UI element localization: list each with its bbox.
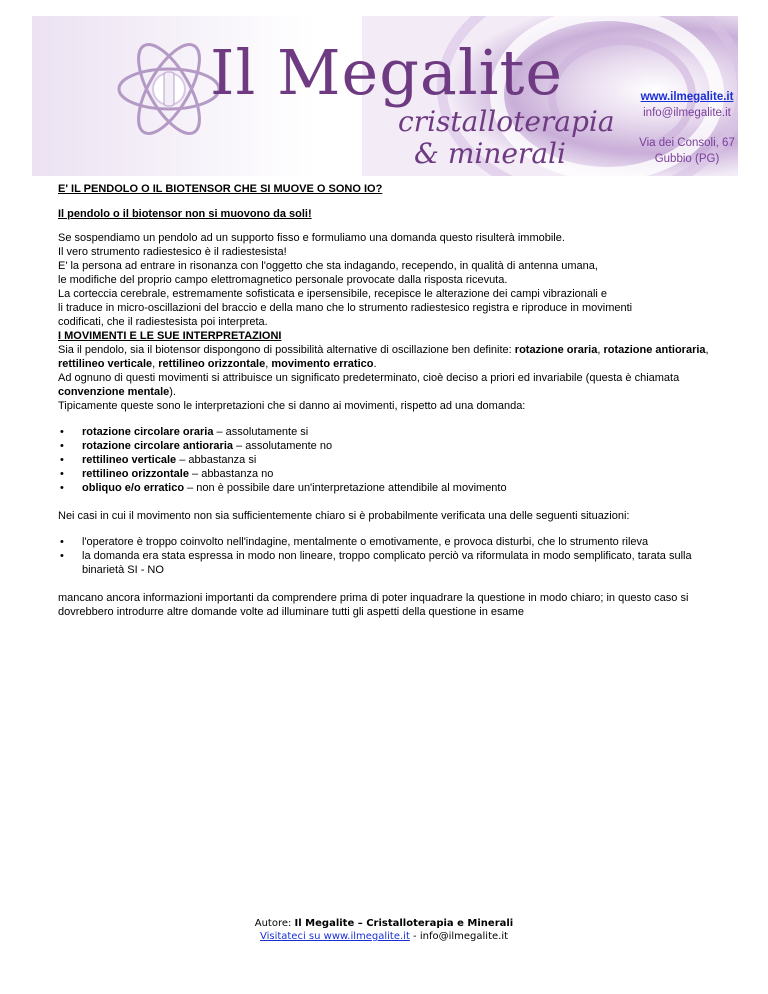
section-title-movements: I MOVIMENTI E LE SUE INTERPRETAZIONI (58, 330, 282, 342)
interpretation-term: rotazione circolare antioraria (82, 440, 233, 452)
intro-line: li traduce in micro-oscillazioni del braccio e della mano che lo strumento radiestesico registra e riproduce in movimenti (58, 302, 633, 314)
footer-email: info@ilmegalite.it (419, 931, 509, 942)
text-span: Sia il pendolo, sia il biotensor dispongono di possibilità alternative di oscillazione ben definite: (58, 344, 515, 356)
interpretation-meaning: – abbastanza si (176, 454, 257, 466)
author-name: Il Megalite – Cristalloterapia e Minerali (294, 918, 514, 929)
intro-line: E' la persona ad entrare in risonanza con l'oggetto che sta indagando, recependo, in qualità di antenna umana, (58, 260, 598, 272)
website-link[interactable]: www.ilmegalite.it (640, 91, 734, 103)
movement-term: rotazione oraria (514, 344, 598, 356)
text-span: , (705, 344, 709, 356)
movement-term: rettilineo orizzontale (158, 358, 266, 370)
convention-term: convenzione mentale (58, 386, 170, 398)
text-span: , (597, 344, 604, 356)
interpretation-term: rotazione circolare oraria (82, 426, 214, 438)
interpretation-meaning: – non è possibile dare un'interpretazione attendibile al movimento (184, 482, 507, 494)
author-label: Autore: (254, 918, 295, 929)
list-item: • la domanda era stata espressa in modo non lineare, troppo complicato perciò va riformulata in modo semplificato, tarata sulla binarietà SI - NO (58, 549, 728, 577)
intro-line: Se sospendiamo un pendolo ad un supporto fisso e formuliamo una domanda questo risulterà immobile. (58, 232, 565, 244)
list-item: • l'operatore è troppo coinvolto nell'indagine, mentalmente o emotivamente, e provoca disturbi, che lo strumento rileva (58, 535, 728, 549)
address-line-2: Gubbio (PG) (654, 153, 720, 165)
brand-subtitle-2: & minerali (414, 137, 566, 170)
text-span: . (373, 358, 377, 370)
convention-paragraph (58, 371, 728, 399)
list-item (58, 439, 728, 453)
text-span: Ad ognuno di questi movimenti si attribuisce un significato predeterminato, cioè deciso a priori ed invariabile (questa è chiamata (58, 372, 680, 384)
brand-subtitle-1: cristalloterapia (398, 105, 615, 138)
interpretation-term: obliquo e/o erratico (82, 482, 185, 494)
list-item (58, 467, 728, 481)
page-footer (0, 917, 768, 943)
footer-separator: - (409, 931, 420, 942)
address-line-1: Via dei Consoli, 67 (639, 137, 735, 149)
footer-author-line (0, 917, 768, 930)
list-item (58, 481, 728, 495)
intro-line: codificati, che il radiestesista poi interpreta. (58, 316, 268, 328)
interpretation-meaning: – assolutamente si (213, 426, 309, 438)
interpretations-intro: Tipicamente queste sono le interpretazioni che si danno ai movimenti, rispetto ad una domanda: (58, 400, 526, 412)
situations-list (58, 535, 728, 577)
intro-line: le modifiche del proprio campo elettromagnetico personale provocate dalla risposta ricevuta. (58, 274, 508, 286)
contact-block (612, 89, 738, 167)
document-body (58, 182, 728, 619)
header-banner (32, 16, 738, 180)
text-span: , (265, 358, 272, 370)
text-span: ). (169, 386, 176, 398)
interpretation-term: rettilineo orizzontale (82, 468, 189, 480)
intro-line: Il vero strumento radiestesico è il radiestesista! (58, 246, 287, 258)
movement-term: rotazione antioraria (603, 344, 706, 356)
brand-title: Il Megalite (210, 36, 564, 109)
movement-term: rettilineo verticale (58, 358, 153, 370)
visit-link[interactable]: Visitateci su www.ilmegalite.it (259, 931, 410, 942)
interpretation-meaning: – abbastanza no (188, 468, 274, 480)
document-title: E' IL PENDOLO O IL BIOTENSOR CHE SI MUOVE O SONO IO? (58, 183, 383, 195)
footer-visit-line (0, 930, 768, 943)
closing-paragraph: mancano ancora informazioni importanti da comprendere prima di poter inquadrare la questione in modo chiaro; in questo caso si dovrebbero introdurre altre domande volte ad illuminare tutti gli aspetti della questione in esame (58, 592, 689, 618)
email-text: info@ilmegalite.it (643, 107, 731, 119)
movement-term: movimento erratico (271, 358, 374, 370)
intro-paragraph (58, 231, 728, 329)
list-item (58, 453, 728, 467)
crystal-logo-icon (114, 34, 224, 144)
interpretation-meaning: – assolutamente no (233, 440, 333, 452)
document-subtitle: Il pendolo o il biotensor non si muovono da soli! (58, 208, 312, 220)
intro-line: La corteccia cerebrale, estremamente sofisticata e ipersensibile, recepisce le alterazione dei campi vibrazionali e (58, 288, 608, 300)
text-span: , (152, 358, 159, 370)
interpretations-list (58, 425, 728, 495)
interpretation-term: rettilineo verticale (82, 454, 177, 466)
movements-paragraph (58, 343, 728, 371)
list-item (58, 425, 728, 439)
unclear-movement-paragraph: Nei casi in cui il movimento non sia sufficientemente chiaro si è probabilmente verificata una delle seguenti situazioni: (58, 510, 630, 522)
